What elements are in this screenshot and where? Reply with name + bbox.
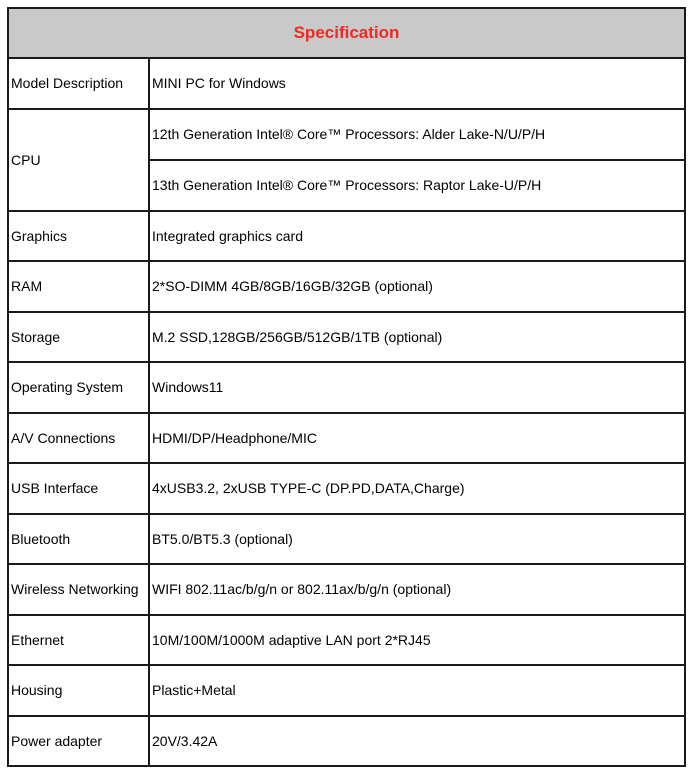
specification-table — [7, 7, 686, 767]
spec-label-usb-interface: USB Interface — [8, 463, 149, 514]
spec-row-storage — [8, 312, 685, 363]
spec-value-ram: 2*SO-DIMM 4GB/8GB/16GB/32GB (optional) — [149, 261, 685, 312]
spec-value-housing: Plastic+Metal — [149, 665, 685, 716]
spec-row-ram — [8, 261, 685, 312]
spec-value-storage: M.2 SSD,128GB/256GB/512GB/1TB (optional) — [149, 312, 685, 363]
specification-title: Specification — [8, 8, 685, 58]
spec-label-wireless-networking: Wireless Networking — [8, 564, 149, 615]
spec-value-wireless-networking: WIFI 802.11ac/b/g/n or 802.11ax/b/g/n (optional) — [149, 564, 685, 615]
spec-value-bluetooth: BT5.0/BT5.3 (optional) — [149, 514, 685, 565]
title-row — [8, 8, 685, 58]
spec-value-operating-system: Windows11 — [149, 362, 685, 413]
spec-label-storage: Storage — [8, 312, 149, 363]
spec-value-power-adapter: 20V/3.42A — [149, 716, 685, 767]
spec-label-model-description: Model Description — [8, 58, 149, 109]
spec-value-usb-interface: 4xUSB3.2, 2xUSB TYPE-C (DP.PD,DATA,Charge) — [149, 463, 685, 514]
spec-label-operating-system: Operating System — [8, 362, 149, 413]
spec-label-bluetooth: Bluetooth — [8, 514, 149, 565]
spec-label-ram: RAM — [8, 261, 149, 312]
spec-label-cpu: CPU — [8, 109, 149, 211]
spec-label-a-v-connections: A/V Connections — [8, 413, 149, 464]
spec-row-cpu — [8, 109, 685, 160]
spec-row-graphics — [8, 211, 685, 262]
spec-row-operating-system — [8, 362, 685, 413]
spec-label-graphics: Graphics — [8, 211, 149, 262]
spec-value-model-description: MINI PC for Windows — [149, 58, 685, 109]
spec-label-power-adapter: Power adapter — [8, 716, 149, 767]
spec-value-cpu-1: 12th Generation Intel® Core™ Processors: Alder Lake-N/U/P/H — [149, 109, 685, 160]
spec-value-a-v-connections: HDMI/DP/Headphone/MIC — [149, 413, 685, 464]
spec-value-graphics: Integrated graphics card — [149, 211, 685, 262]
spec-row-power-adapter — [8, 716, 685, 767]
specification-table-body — [8, 8, 685, 766]
spec-value-cpu-2: 13th Generation Intel® Core™ Processors: Raptor Lake-U/P/H — [149, 160, 685, 211]
spec-row-housing — [8, 665, 685, 716]
spec-row-bluetooth — [8, 514, 685, 565]
spec-row-wireless-networking — [8, 564, 685, 615]
spec-row-usb-interface — [8, 463, 685, 514]
spec-label-housing: Housing — [8, 665, 149, 716]
spec-value-ethernet: 10M/100M/1000M adaptive LAN port 2*RJ45 — [149, 615, 685, 666]
spec-label-ethernet: Ethernet — [8, 615, 149, 666]
spec-row-a-v-connections — [8, 413, 685, 464]
spec-row-ethernet — [8, 615, 685, 666]
spec-row-model-description — [8, 58, 685, 109]
